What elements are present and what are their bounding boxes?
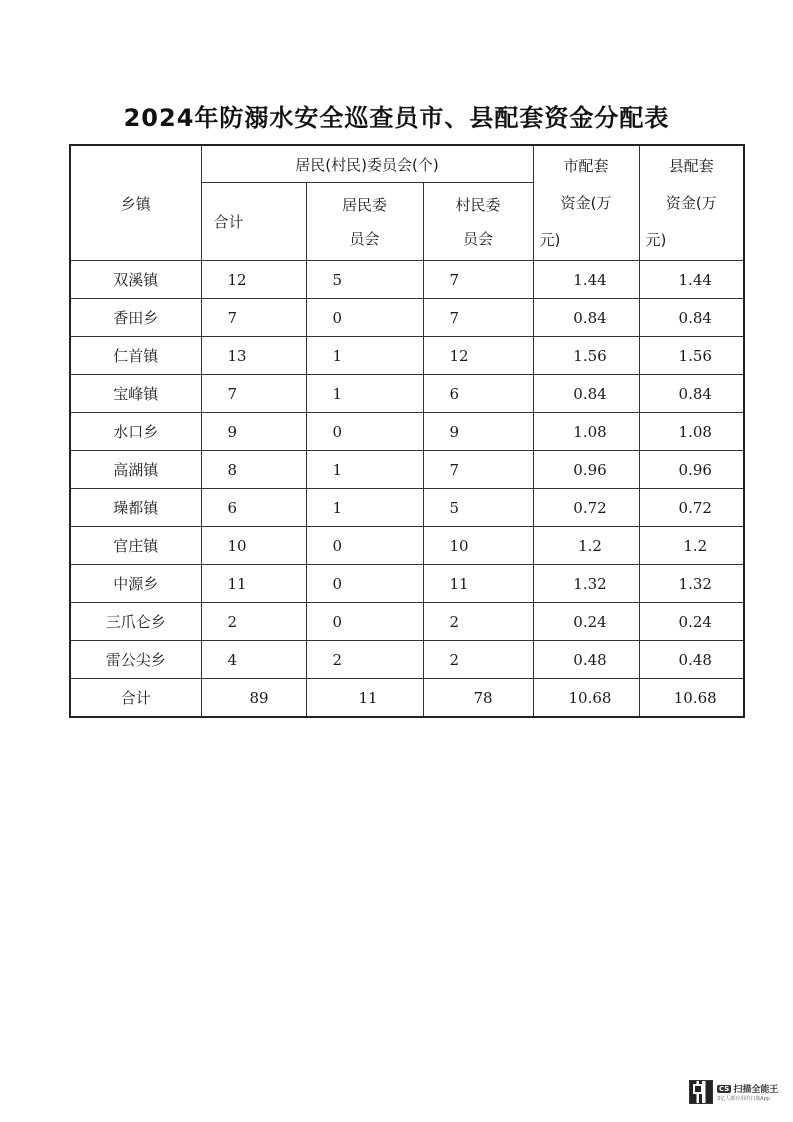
cell-total: 10: [201, 527, 306, 565]
cell-town: 仁首镇: [70, 337, 201, 375]
cell-village: 5: [423, 489, 533, 527]
header-village-committee: [423, 183, 533, 261]
table-row: [70, 413, 744, 451]
cell-town: 中源乡: [70, 565, 201, 603]
cell-city-fund: 1.2: [533, 527, 639, 565]
cell-county-fund: 1.56: [639, 337, 744, 375]
cell-city-fund: 1.56: [533, 337, 639, 375]
cell-county-fund: 0.48: [639, 641, 744, 679]
cell-city-fund: 0.84: [533, 299, 639, 337]
cell-total: 13: [201, 337, 306, 375]
cell-resident: 0: [306, 603, 423, 641]
cell-resident: 0: [306, 299, 423, 337]
cell-total: 9: [201, 413, 306, 451]
header-town: 乡镇: [70, 145, 201, 261]
summary-total: 89: [201, 679, 306, 718]
table-row: [70, 527, 744, 565]
cell-total: 7: [201, 375, 306, 413]
cell-county-fund: 1.32: [639, 565, 744, 603]
cell-city-fund: 0.24: [533, 603, 639, 641]
cell-resident: 1: [306, 489, 423, 527]
cell-town: 雷公尖乡: [70, 641, 201, 679]
cell-total: 11: [201, 565, 306, 603]
cell-village: 7: [423, 451, 533, 489]
cell-resident: 5: [306, 261, 423, 299]
cell-city-fund: 1.44: [533, 261, 639, 299]
cell-town: 水口乡: [70, 413, 201, 451]
header-county-fund-line1: 县配套: [668, 156, 714, 175]
cell-total: 2: [201, 603, 306, 641]
cell-resident: 2: [306, 641, 423, 679]
cell-resident: 0: [306, 413, 423, 451]
header-resident-committee: [306, 183, 423, 261]
cell-city-fund: 0.72: [533, 489, 639, 527]
cell-resident: 0: [306, 565, 423, 603]
cell-village: 2: [423, 603, 533, 641]
cell-town: 官庄镇: [70, 527, 201, 565]
cell-city-fund: 1.32: [533, 565, 639, 603]
cell-county-fund: 1.44: [639, 261, 744, 299]
cell-total: 7: [201, 299, 306, 337]
header-city-fund-line1: 市配套: [563, 156, 609, 175]
header-county-fund-line3: 元): [645, 230, 667, 249]
cell-resident: 0: [306, 527, 423, 565]
table-row: [70, 261, 744, 299]
qr-code-icon: [689, 1080, 713, 1104]
summary-village: 78: [423, 679, 533, 718]
table-row: [70, 565, 744, 603]
watermark-brand: 扫描全能王: [733, 1085, 779, 1095]
cell-town: 宝峰镇: [70, 375, 201, 413]
cell-city-fund: 1.08: [533, 413, 639, 451]
table-summary-row: [70, 679, 744, 718]
table-row: [70, 641, 744, 679]
header-county-fund: [639, 145, 744, 261]
watermark-brand-line: [717, 1082, 778, 1095]
cell-total: 6: [201, 489, 306, 527]
cell-town: 璪都镇: [70, 489, 201, 527]
table-row: [70, 489, 744, 527]
cell-village: 6: [423, 375, 533, 413]
summary-label: 合计: [70, 679, 201, 718]
cell-city-fund: 0.96: [533, 451, 639, 489]
table-row: [70, 375, 744, 413]
cell-city-fund: 0.48: [533, 641, 639, 679]
cell-county-fund: 0.24: [639, 603, 744, 641]
cs-logo-icon: CS: [719, 1084, 730, 1093]
cell-village: 10: [423, 527, 533, 565]
cell-resident: 1: [306, 375, 423, 413]
header-village-line1: 村民委: [455, 195, 501, 214]
cell-village: 2: [423, 641, 533, 679]
cell-county-fund: 0.84: [639, 375, 744, 413]
header-city-fund-line3: 元): [539, 230, 561, 249]
header-resident-line1: 居民委: [341, 195, 387, 214]
document-title: 2024年防溺水安全巡查员市、县配套资金分配表: [123, 104, 670, 132]
cell-total: 12: [201, 261, 306, 299]
cell-county-fund: 0.84: [639, 299, 744, 337]
cell-village: 12: [423, 337, 533, 375]
header-city-fund-line2: 资金(万: [560, 193, 612, 212]
header-committee-group: 居民(村民)委员会(个): [201, 145, 533, 183]
scanner-watermark: [689, 1077, 785, 1107]
table-row: [70, 603, 744, 641]
summary-county-fund: 10.68: [639, 679, 744, 718]
cell-total: 4: [201, 641, 306, 679]
cell-resident: 1: [306, 337, 423, 375]
cell-town: 三爪仑乡: [70, 603, 201, 641]
table-row: [70, 337, 744, 375]
allocation-table: [69, 144, 745, 718]
summary-city-fund: 10.68: [533, 679, 639, 718]
cell-county-fund: 1.2: [639, 527, 744, 565]
cell-city-fund: 0.84: [533, 375, 639, 413]
cell-town: 高湖镇: [70, 451, 201, 489]
cell-county-fund: 1.08: [639, 413, 744, 451]
cell-village: 7: [423, 299, 533, 337]
cell-county-fund: 0.72: [639, 489, 744, 527]
header-county-fund-line2: 资金(万: [665, 193, 717, 212]
watermark-tagline: 3亿人都在用的扫描App: [717, 1096, 770, 1102]
table-row: [70, 451, 744, 489]
header-resident-line2: 员会: [349, 229, 380, 248]
header-village-line2: 员会: [462, 229, 493, 248]
summary-resident: 11: [306, 679, 423, 718]
cell-total: 8: [201, 451, 306, 489]
cell-county-fund: 0.96: [639, 451, 744, 489]
cell-village: 9: [423, 413, 533, 451]
cell-town: 香田乡: [70, 299, 201, 337]
header-city-fund: [533, 145, 639, 261]
header-total: 合计: [201, 183, 306, 261]
watermark-text: [717, 1082, 778, 1102]
table-row: [70, 299, 744, 337]
cell-resident: 1: [306, 451, 423, 489]
cell-village: 7: [423, 261, 533, 299]
cell-village: 11: [423, 565, 533, 603]
cell-town: 双溪镇: [70, 261, 201, 299]
